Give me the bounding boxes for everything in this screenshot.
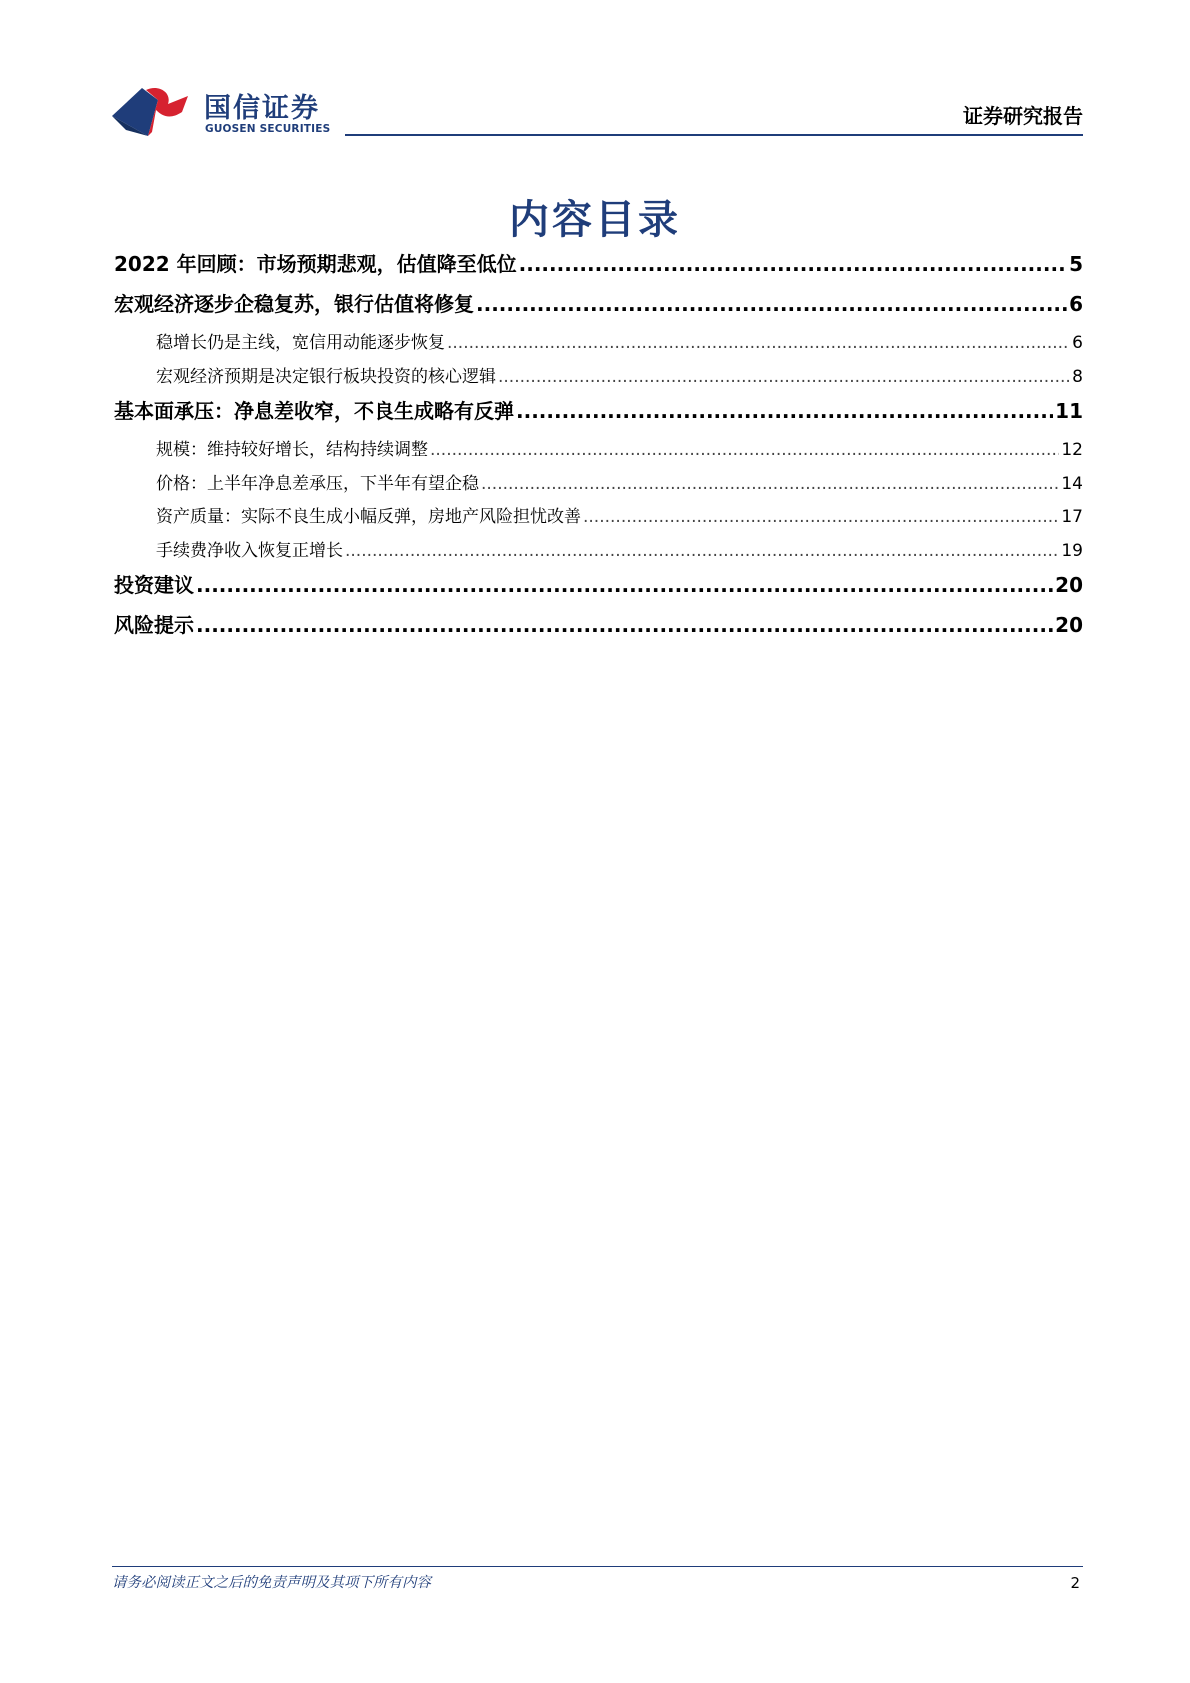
guosen-logo-icon: [112, 86, 198, 138]
toc-entry-text: 宏观经济逐步企稳复苏，银行估值将修复: [114, 292, 474, 316]
toc-entry-page: 19: [1061, 540, 1083, 561]
toc-entry-text: 资产质量：实际不良生成小幅反弹，房地产风险担忧改善: [156, 507, 581, 527]
toc-entry[interactable]: [114, 288, 1083, 328]
toc-leader-dots: [516, 399, 1053, 423]
page-number: 2: [1070, 1574, 1080, 1592]
toc-subentry[interactable]: [114, 362, 1083, 396]
toc-entry-page: 8: [1072, 366, 1083, 387]
toc-subentry[interactable]: [114, 536, 1083, 570]
guosen-logo: [112, 86, 331, 142]
logo-english-name: GUOSEN SECURITIES: [205, 123, 331, 135]
toc-entry-page: 6: [1069, 292, 1083, 316]
toc-title: 内容目录: [509, 197, 681, 243]
toc-entry-text: 风险提示: [114, 613, 194, 637]
toc-entry-text: 手续费净收入恢复正增长: [156, 540, 343, 561]
footer-divider: [112, 1566, 1083, 1567]
toc-entry-page: 17: [1061, 507, 1083, 527]
toc-entry-text: 投资建议: [114, 573, 194, 597]
toc-entry-page: 20: [1055, 573, 1083, 597]
toc-subentry[interactable]: [114, 328, 1083, 362]
toc-leader-dots: [196, 573, 1053, 597]
toc-entry-page: 5: [1069, 252, 1083, 276]
toc-leader-dots: [345, 541, 1059, 561]
toc-entry-page: 12: [1061, 440, 1083, 460]
toc-entry-page: 6: [1072, 333, 1083, 353]
toc-entry-text: 价格：上半年净息差承压，下半年有望企稳: [156, 473, 479, 494]
toc-entry-text: 稳增长仍是主线，宽信用动能逐步恢复: [156, 333, 445, 353]
toc-entry-text: 2022 年回顾：市场预期悲观，估值降至低位: [114, 252, 517, 276]
toc-entry-text: 宏观经济预期是决定银行板块投资的核心逻辑: [156, 366, 496, 387]
toc-leader-dots: [430, 440, 1059, 460]
toc-entry-text: 规模：维持较好增长，结构持续调整: [156, 440, 428, 460]
toc-leader-dots: [481, 474, 1059, 494]
footer-disclaimer: 请务必阅读正文之后的免责声明及其项下所有内容: [112, 1575, 431, 1591]
toc-subentry[interactable]: [114, 469, 1083, 503]
toc-leader-dots: [519, 252, 1067, 276]
header-divider: [345, 134, 1083, 136]
toc-leader-dots: [476, 292, 1067, 316]
toc-entry[interactable]: [114, 609, 1083, 649]
toc-subentry[interactable]: [114, 502, 1083, 536]
toc-entry-page: 20: [1055, 613, 1083, 637]
report-type-label: 证券研究报告: [963, 104, 1083, 128]
toc-entry[interactable]: [114, 248, 1083, 288]
logo-chinese-name: 国信证券: [204, 93, 320, 124]
toc-leader-dots: [196, 613, 1053, 637]
toc-entry-page: 11: [1055, 399, 1083, 423]
toc-entry-text: 基本面承压：净息差收窄，不良生成略有反弹: [114, 399, 514, 423]
toc-subentry[interactable]: [114, 435, 1083, 469]
table-of-contents: [114, 248, 1083, 649]
toc-entry[interactable]: [114, 395, 1083, 435]
toc-entry[interactable]: [114, 569, 1083, 609]
toc-leader-dots: [498, 367, 1070, 387]
toc-leader-dots: [583, 507, 1059, 527]
toc-entry-page: 14: [1061, 473, 1083, 494]
toc-leader-dots: [447, 333, 1070, 353]
